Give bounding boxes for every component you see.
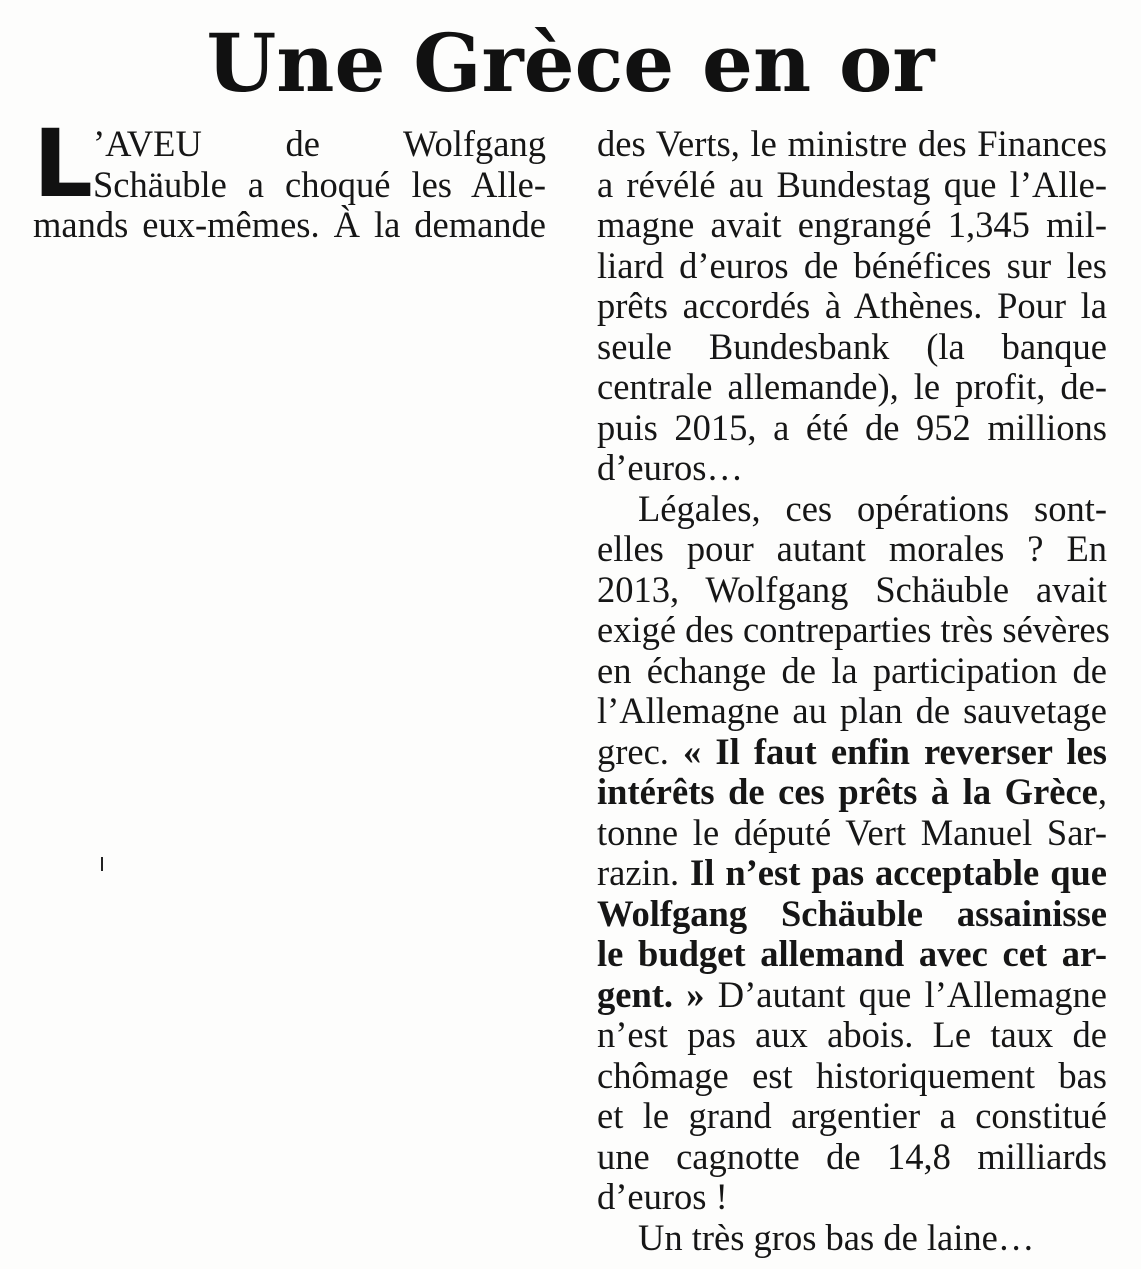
body-line: seule Bundesbank (la banque <box>597 325 1107 367</box>
body-line: l’Allemagne au plan de sauvetage <box>597 690 1107 731</box>
quote-text: Wolfgang Schäuble assainisse <box>597 892 1107 934</box>
drop-cap: L <box>33 110 93 219</box>
quote-text: gent. » <box>597 973 705 1015</box>
body-line: a révélé au Bundestag que l’Alle- <box>597 163 1107 205</box>
article-column-left <box>33 110 546 246</box>
print-mark <box>101 857 103 871</box>
body-text: , <box>1097 771 1107 812</box>
body-line <box>597 853 1107 894</box>
body-line: centrale allemande), le profit, de- <box>597 366 1107 407</box>
body-line: Légales, ces opérations sont- <box>638 487 1107 529</box>
body-text: D’autant que l’Allemagne <box>704 973 1108 1015</box>
body-line: une cagnotte de 14,8 milliards <box>597 1135 1107 1177</box>
body-line: des Verts, le ministre des Finances <box>597 123 1107 164</box>
body-line: exigé des contreparties très sévères <box>597 609 1110 650</box>
body-line: d’euros… <box>597 447 743 488</box>
body-text: grec. <box>597 730 684 772</box>
body-line: et le grand argentier a constitué <box>597 1095 1107 1136</box>
body-line <box>597 772 1107 813</box>
body-line: n’est pas aux abois. Le taux de <box>597 1014 1107 1055</box>
body-text: razin. <box>597 852 691 893</box>
body-line: tonne le député Vert Manuel Sar- <box>597 811 1107 853</box>
quote-text: le budget allemand avec cet ar- <box>597 933 1107 974</box>
body-line: elles pour autant morales ? En <box>597 528 1107 569</box>
quote-text: intérêts de ces prêts à la Grèce <box>597 771 1098 812</box>
body-line: Schäuble a choqué les Alle- <box>93 163 546 205</box>
body-line: mands eux-mêmes. À la demande <box>33 204 546 245</box>
body-line <box>597 732 1107 773</box>
headline: Une Grèce en or <box>206 16 935 110</box>
body-line: 2013, Wolfgang Schäuble avait <box>597 568 1107 610</box>
body-line <box>597 894 1107 935</box>
body-line: prêts accordés à Athènes. Pour la <box>597 285 1107 326</box>
body-line <box>597 975 1107 1016</box>
body-line: chômage est historiquement bas <box>597 1054 1107 1096</box>
body-line: en échange de la participation de <box>597 649 1107 691</box>
quote-text: « Il faut enfin reverser les <box>683 730 1108 772</box>
body-line: d’euros ! <box>597 1176 728 1217</box>
body-line: ’AVEU de Wolfgang <box>93 123 546 164</box>
body-line: liard d’euros de bénéfices sur les <box>597 244 1107 286</box>
body-line <box>597 934 1107 975</box>
article-column-right <box>597 123 1110 1258</box>
body-line: puis 2015, a été de 952 millions <box>597 406 1107 448</box>
body-line: magne avait engrangé 1,345 mil- <box>597 204 1107 245</box>
closing-line: Un très gros bas de laine… <box>638 1216 1035 1258</box>
quote-text: Il n’est pas acceptable que <box>690 852 1108 893</box>
